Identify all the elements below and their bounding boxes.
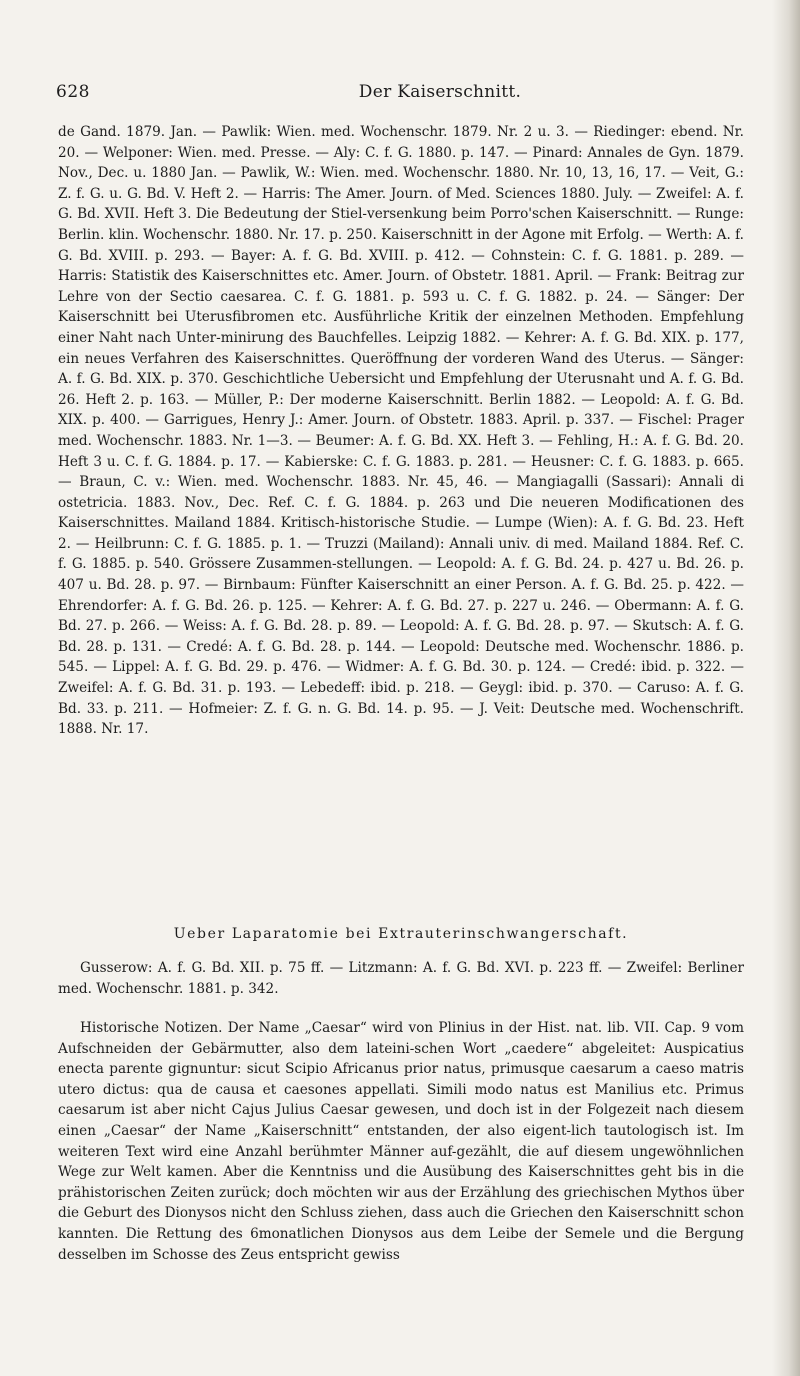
section-references: Gusserow: A. f. G. Bd. XII. p. 75 ff. — Litzmann: A. f. G. Bd. XVI. p. 223 ff. — Zweifel: Berliner med. Wochenschr. 1881. p. 342. bbox=[58, 960, 744, 997]
page-edge-shadow bbox=[772, 0, 800, 1376]
section-heading: Ueber Laparatomie bei Extrauterinschwangerschaft. bbox=[173, 926, 629, 942]
running-title: Der Kaiserschnitt. bbox=[358, 82, 522, 102]
page-number: 628 bbox=[56, 82, 90, 102]
literature-references: de Gand. 1879. Jan. — Pawlik: Wien. med. Wochenschr. 1879. Nr. 2 u. 3. — Riedinger: ebend. Nr. 20. — Welponer: Wien. med. Presse. — Aly: C. f. G. 1880. p. 147. — Pinard: Annales de Gyn. 1879. Nov., Dec. u. 1880 Jan. — Pawlik, W.: Wien. med. Wochenschr. 1880. Nr. 10, 13, 16, 17. — Veit, G.: Z. f. G. u. G. Bd. V. Heft 2. — Harris: The Amer. Journ. of Med. Sciences 1880. July. — Zweifel: A. f. G. Bd. XVII. Heft 3. Die Bedeutung der Stiel-versenkung beim Porro'schen Kaiserschnitt. — Runge: Berlin. klin. Wochenschr. 1880. Nr. 17. p. 250. Kaiserschnitt in der Agone mit Erfolg. — Werth: A. f. G. Bd. XVIII. p. 293. — Bayer: A. f. G. Bd. XVIII. p. 412. — Cohnstein: C. f. G. 1881. p. 289. — Harris: Statistik des Kaiserschnittes etc. Amer. Journ. of Obstetr. 1881. April. — Frank: Beitrag zur Lehre von der Sectio caesarea. C. f. G. 1881. p. 593 u. C. f. G. 1882. p. 24. — Sänger: Der Kaiserschnitt bei Uterusfibromen etc. Ausführliche Kritik der einzelnen Methoden. Empfehlung einer Naht nach Unter-minirung des Bauchfelles. Leipzig 1882. — Kehrer: A. f. G. Bd. XIX. p. 177, ein neues Verfahren des Kaiserschnittes. Queröffnung der vorderen Wand des Uterus. — Sänger: A. f. G. Bd. XIX. p. 370. Geschichtliche Uebersicht und Empfehlung der Uterusnaht und A. f. G. Bd. 26. Heft 2. p. 163. — Müller, P.: Der moderne Kaiserschnitt. Berlin 1882. — Leopold: A. f. G. Bd. XIX. p. 400. — Garrigues, Henry J.: Amer. Journ. of Obstetr. 1883. April. p. 337. — Fischel: Prager med. Wochenschr. 1883. Nr. 1—3. — Beumer: A. f. G. Bd. XX. Heft 3. — Fehling, H.: A. f. G. Bd. 20. Heft 3 u. C. f. G. 1884. p. 17. — Kabierske: C. f. G. 1883. p. 281. — Heusner: C. f. G. 1883. p. 665. — Braun, C. v.: Wien. med. Wochenschr. 1883. Nr. 45, 46. — Mangiagalli (Sassari): Annali di ostetricia. 1883. Nov., Dec. Ref. C. f. G. 1884. p. 263 und Die neueren Modificationen des Kaiserschnittes. Mailand 1884. Kritisch-historische Studie. — Lumpe (Wien): A. f. G. Bd. 23. Heft 2. — Heilbrunn: C. f. G. 1885. p. 1. — Truzzi (Mailand): Annali univ. di med. Mailand 1884. Ref. C. f. G. 1885. p. 540. Grössere Zusammen-stellungen. — Leopold: A. f. G. Bd. 24. p. 427 u. Bd. 26. p. 407 u. Bd. 28. p. 97. — Birnbaum: Fünfter Kaiserschnitt an einer Person. A. f. G. Bd. 25. p. 422. — Ehrendorfer: A. f. G. Bd. 26. p. 125. — Kehrer: A. f. G. Bd. 27. p. 227 u. 246. — Obermann: A. f. G. Bd. 27. p. 266. — Weiss: A. f. G. Bd. 28. p. 89. — Leopold: A. f. G. Bd. 28. p. 97. — Skutsch: A. f. G. Bd. 28. p. 131. — Credé: A. f. G. Bd. 28. p. 144. — Leopold: Deutsche med. Wochenschr. 1886. p. 545. — Lippel: A. f. G. Bd. 29. p. 476. — Widmer: A. f. G. Bd. 30. p. 124. — Credé: ibid. p. 322. — Zweifel: A. f. G. Bd. 31. p. 193. — Lebedeff: ibid. p. 218. — Geygl: ibid. p. 370. — Caruso: A. f. G. Bd. 33. p. 211. — Hofmeier: Z. f. G. n. G. Bd. 14. p. 95. — J. Veit: Deutsche med. Wochenschrift. 1888. Nr. 17. bbox=[58, 124, 744, 738]
historical-notes-paragraph: Historische Notizen. Der Name „Caesar“ wird von Plinius in der Hist. nat. lib. VII. Cap. 9 vom Aufschneiden der Gebärmutter, also dem lateini-schen Wort „caedere“ abgeleitet: Auspicatius enecta parente gignuntur: sicut Scipio Africanus prior natus, primusque caesarum a caeso matris utero dictus: qua de causa et caesones appellati. Simili modo natus est Manilius etc. Primus caesarum ist aber nicht Cajus Julius Caesar gewesen, und doch ist in der Folgezeit nach diesem einen „Caesar“ der Name „Kaiserschnitt“ entstanden, der also eigent-lich tautologisch ist. Im weiteren Text wird eine Anzahl berühmter Männer auf-gezählt, die auf diesem ungewöhnlichen Wege zur Welt kamen. Aber die Kenntniss und die Ausübung des Kaiserschnittes geht bis in die prähistorischen Zeiten zurück; doch möchten wir aus der Erzählung des griechischen Mythos über die Geburt des Dionysos nicht den Schluss ziehen, dass auch die Griechen den Kaiserschnitt schon kannten. Die Rettung des 6monatlichen Dionysos aus dem Leibe der Semele und die Bergung desselben im Schosse des Zeus entspricht gewiss bbox=[58, 1020, 744, 1263]
page-header bbox=[56, 82, 740, 106]
